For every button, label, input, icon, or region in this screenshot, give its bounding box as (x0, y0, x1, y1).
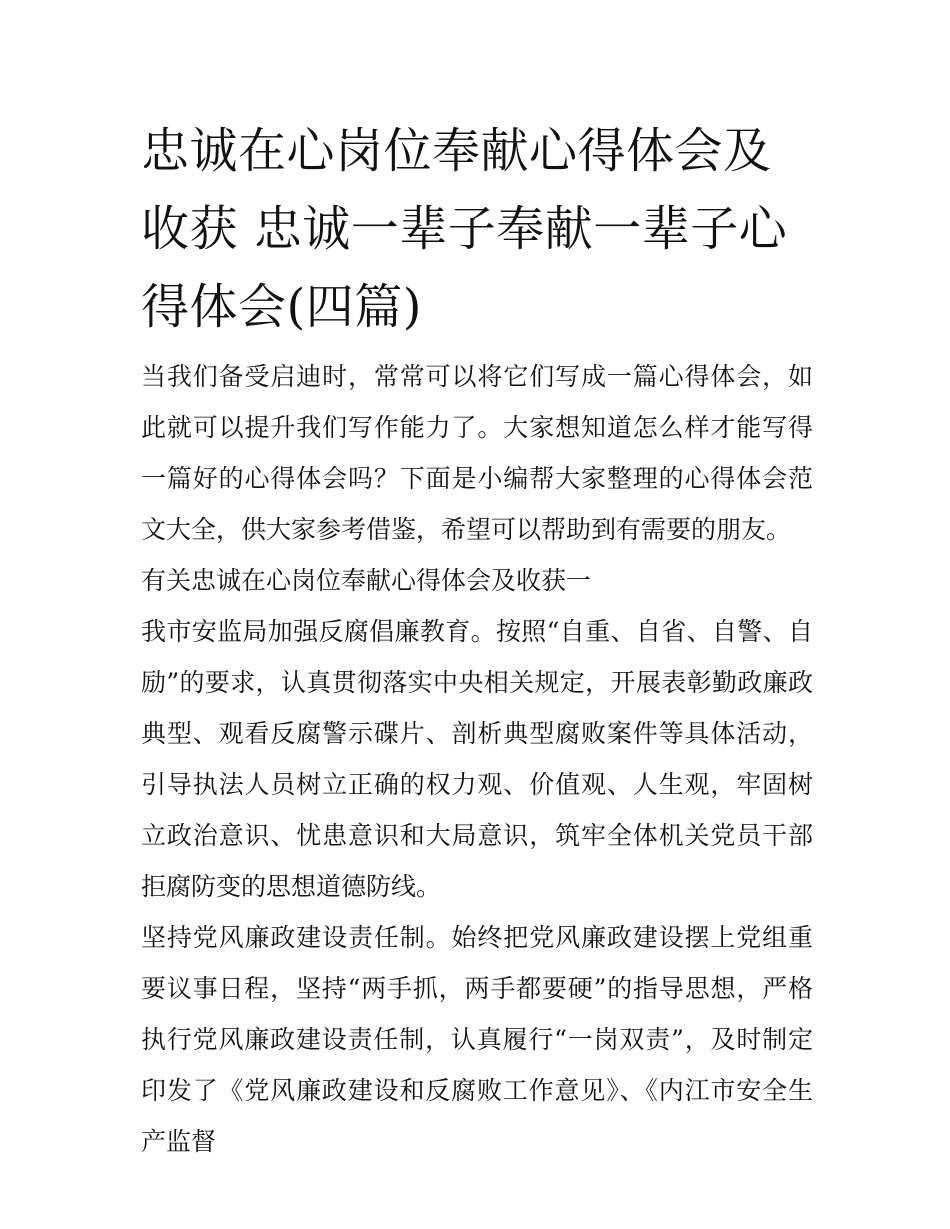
document-body (141, 112, 813, 1167)
body-paragraph-2: 坚持党风廉政建设责任制。始终把党风廉政建设摆上党组重要议事日程，坚持“两手抓，两手都要硬”的指导思想，严格执行党风廉政建设责任制，认真履行“一岗双责”，及时制定印发了《党风廉政建设和反腐败工作意见》、《内江市安全生产监督 (141, 923, 813, 1156)
document-title: 忠诚在心岗位奉献心得体会及收获 忠诚一辈子奉献一辈子心得体会(四篇) (141, 123, 788, 335)
body-paragraph-1: 我市安监局加强反腐倡廉教育。按照“自重、自省、自警、自励”的要求，认真贯彻落实中央相关规定，开展表彰勤政廉政典型、观看反腐警示碟片、剖析典型腐败案件等具体活动，引导执法人员树立正确的权力观、价值观、人生观，牢固树立政治意识、忧患意识和大局意识，筑牢全体机关党员干部拒腐防变的思想道德防线。 (141, 617, 813, 901)
section-heading: 有关忠诚在心岗位奉献心得体会及收获一 (141, 566, 592, 595)
intro-paragraph: 当我们备受启迪时，常常可以将它们写成一篇心得体会，如此就可以提升我们写作能力了。大家想知道怎么样才能写得一篇好的心得体会吗？下面是小编帮大家整理的心得体会范文大全，供大家参考借鉴，希望可以帮助到有需要的朋友。 (141, 362, 813, 544)
